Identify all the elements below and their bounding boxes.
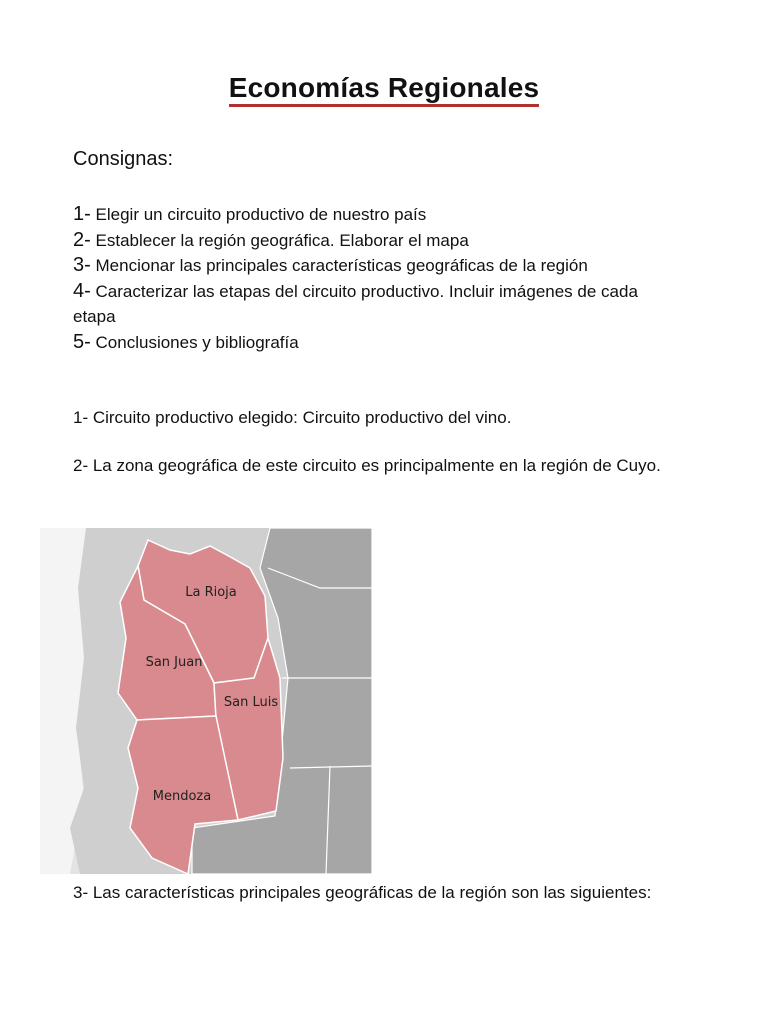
label-la-rioja: La Rioja: [185, 585, 237, 600]
consigna-item: [73, 253, 683, 279]
consigna-number: 3-: [73, 254, 91, 276]
consigna-item: [73, 330, 683, 356]
consigna-text: Elegir un circuito productivo de nuestro país: [90, 205, 427, 224]
consigna-text: Establecer la región geográfica. Elaborar el mapa: [90, 230, 469, 250]
consigna-item: [73, 228, 683, 254]
answer-3: 3- Las características principales geográficas de la región son las siguientes:: [73, 883, 652, 902]
consigna-text: Conclusiones y bibliografía: [90, 332, 299, 352]
consignas-list: [73, 202, 683, 355]
consignas-heading: Consignas:: [73, 148, 174, 170]
consigna-text: Caracterizar las etapas del circuito productivo. Incluir imágenes de cada etapa: [73, 281, 638, 326]
consigna-item: [73, 279, 683, 330]
label-mendoza: Mendoza: [152, 789, 212, 804]
consigna-text: Mencionar las principales características geográficas de la región: [90, 256, 588, 275]
consigna-item: [73, 202, 683, 228]
consigna-number: 4-: [73, 279, 91, 302]
document-title: [0, 72, 768, 104]
label-san-juan: San Juan: [145, 655, 203, 670]
document-title-text: Economías Regionales: [229, 72, 540, 107]
consigna-number: 2-: [73, 228, 91, 251]
answer-1: 1- Circuito productivo elegido: Circuito productivo del vino.: [73, 408, 512, 427]
cuyo-region-map: [40, 528, 372, 874]
consigna-number: 1-: [73, 203, 91, 225]
label-san-luis: San Luis: [223, 695, 279, 710]
answer-2: 2- La zona geográfica de este circuito es principalmente en la región de Cuyo.: [73, 456, 661, 475]
consigna-number: 5-: [73, 330, 91, 353]
